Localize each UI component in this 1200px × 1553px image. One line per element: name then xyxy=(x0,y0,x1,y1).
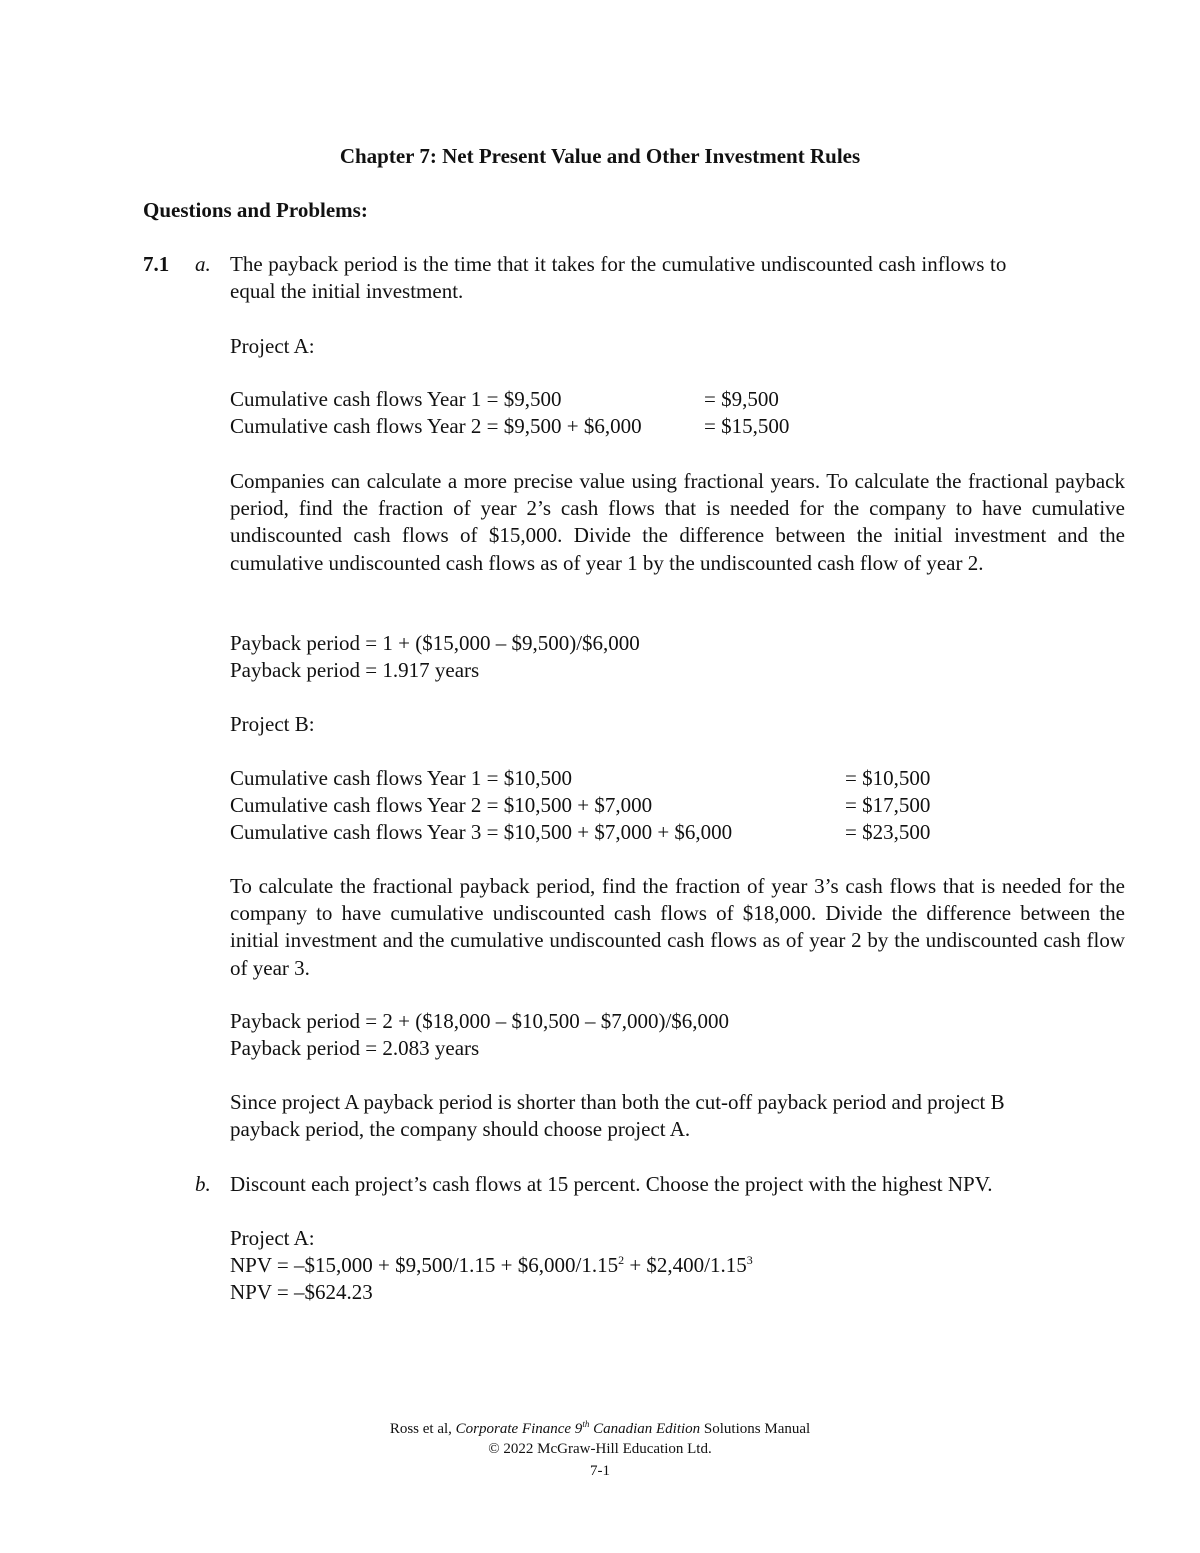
npv-formula-part2: + $2,400/1.15 xyxy=(624,1253,747,1277)
part-b-project-a-label: Project A: xyxy=(230,1226,315,1250)
payback-b-line2: Payback period = 2.083 years xyxy=(230,1036,480,1060)
part-b-label: b. xyxy=(195,1172,211,1196)
project-a-row-2-result: = $15,500 xyxy=(704,414,790,438)
project-b-row-3-desc: Cumulative cash flows Year 3 = $10,500 + $7,000 + $6,000 xyxy=(230,820,733,844)
section-heading: Questions and Problems: xyxy=(143,198,368,222)
footer-copyright: © 2022 McGraw-Hill Education Ltd. xyxy=(488,1441,712,1457)
payback-a-line1: Payback period = 1 + ($15,000 – $9,500)/$6,000 xyxy=(230,631,640,655)
payback-b-line1: Payback period = 2 + ($18,000 – $10,500 – $7,000)/$6,000 xyxy=(230,1009,730,1033)
npv-result: NPV = –$624.23 xyxy=(230,1280,373,1304)
project-b-row-2-desc: Cumulative cash flows Year 2 = $10,500 + $7,000 xyxy=(230,793,653,817)
conclusion-line2: payback period, the company should choose project A. xyxy=(230,1117,691,1141)
footer-citation xyxy=(0,1421,1200,1438)
footer-author: Ross et al, xyxy=(389,1421,456,1437)
fractional-paragraph-b: To calculate the fractional payback period, find the fraction of year 3’s cash flows that is needed for the company to have cumulative undiscounted cash flows of $18,000. Divide the difference between the initial investment and the cumulative undiscounted cash flows as of year 2 by the undiscounted cash flow of year 3. xyxy=(230,874,1125,980)
npv-formula-part1: NPV = –$15,000 + $9,500/1.15 + $6,000/1.15 xyxy=(230,1253,619,1277)
page-number: 7-1 xyxy=(590,1463,610,1479)
problem-number: 7.1 xyxy=(143,252,170,276)
payback-a-line2: Payback period = 1.917 years xyxy=(230,658,480,682)
footer-edition-superscript: th xyxy=(582,1419,590,1429)
footer-book-title: Corporate Finance 9th Canadian Edition xyxy=(455,1419,701,1437)
project-b-label: Project B: xyxy=(230,712,315,736)
npv-formula-exponent-3: 3 xyxy=(746,1253,753,1267)
project-a-row-1-desc: Cumulative cash flows Year 1 = $9,500 xyxy=(230,387,562,411)
project-a-label: Project A: xyxy=(230,334,315,358)
project-a-row-1-result: = $9,500 xyxy=(704,387,779,411)
project-b-row-1-result: = $10,500 xyxy=(845,766,931,790)
project-a-row-2-desc: Cumulative cash flows Year 2 = $9,500 + $6,000 xyxy=(230,414,642,438)
part-a-label: a. xyxy=(195,252,211,276)
npv-formula-exponent-2: 2 xyxy=(618,1253,625,1267)
npv-formula xyxy=(230,1252,753,1279)
project-b-row-2-result: = $17,500 xyxy=(845,793,931,817)
chapter-title: Chapter 7: Net Present Value and Other Investment Rules xyxy=(339,144,861,168)
conclusion-line1: Since project A payback period is shorter than both the cut-off payback period and project B xyxy=(230,1090,1005,1114)
part-a-intro-line2: equal the initial investment. xyxy=(230,279,464,303)
fractional-paragraph-a: Companies can calculate a more precise value using fractional years. To calculate the fractional payback period, find the fraction of year 2’s cash flows that is needed for the company to have cumulative undiscounted cash flows of $15,000. Divide the difference between the initial investment and the cumulative undiscounted cash flows as of year 1 by the undiscounted cash flow of year 2. xyxy=(230,469,1125,575)
part-b-intro: Discount each project’s cash flows at 15 percent. Choose the project with the highest NPV. xyxy=(230,1172,993,1196)
footer-suffix: Solutions Manual xyxy=(700,1421,811,1437)
project-b-row-1-desc: Cumulative cash flows Year 1 = $10,500 xyxy=(230,766,572,790)
project-b-row-3-result: = $23,500 xyxy=(845,820,931,844)
part-a-intro-line1: The payback period is the time that it takes for the cumulative undiscounted cash inflows to xyxy=(230,252,1007,276)
